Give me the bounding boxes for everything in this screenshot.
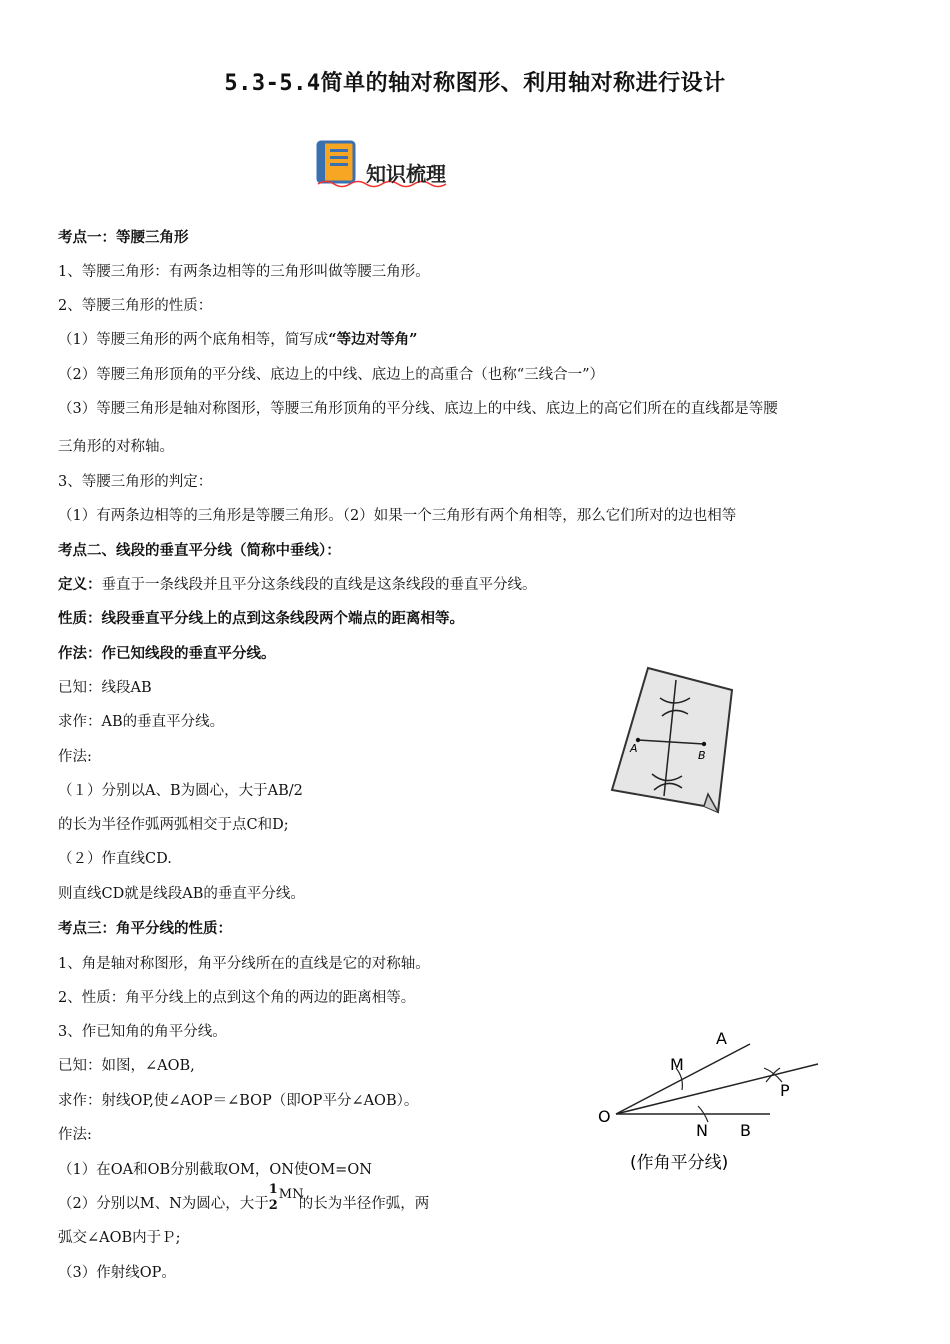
text-line: （１）分别以A、B为圆心，大于AB/2 xyxy=(58,783,303,799)
text-line: 1、等腰三角形：有两条边相等的三角形叫做等腰三角形。 xyxy=(58,264,430,280)
text-line: 求作：射线OP,使∠AOP＝∠BOP（即OP平分∠AOB）。 xyxy=(58,1093,419,1109)
perpendicular-bisector-figure xyxy=(608,662,738,822)
fig-label-a: A xyxy=(716,1029,727,1048)
text-line: 求作：AB的垂直平分线。 xyxy=(58,714,225,730)
frac-denominator: 2 xyxy=(268,1198,278,1213)
section-badge xyxy=(316,140,466,190)
text-line: （3）作射线OP。 xyxy=(58,1265,176,1281)
text-line xyxy=(58,575,537,595)
bold-term: “等边对等角” xyxy=(328,331,418,348)
text-line: （3）等腰三角形是轴对称图形，等腰三角形顶角的平分线、底边上的中线、底边上的高它们所在的直线都是等腰 xyxy=(58,401,778,417)
text-line: 的长为半径作弧两弧相交于点C和D; xyxy=(58,817,289,833)
text-line: 2、等腰三角形的性质： xyxy=(58,298,213,314)
text-line xyxy=(58,1182,430,1214)
heading-perpendicular-bisector: 考点二、线段的垂直平分线（简称中垂线）： xyxy=(58,542,341,559)
text-line: （1）在OA和OB分别截取OM，ON使OM=ON xyxy=(58,1162,372,1178)
text-line: 3、作已知角的角平分线。 xyxy=(58,1024,227,1040)
text-span: 的长为半径作弧，两 xyxy=(298,1196,430,1212)
text-line: 2、性质：角平分线上的点到这个角的两边的距离相等。 xyxy=(58,990,416,1006)
text-line: 作法: xyxy=(58,749,92,765)
def-text: 垂直于一条线段并且平分这条线段的直线是这条线段的垂直平分线。 xyxy=(101,577,537,593)
text-span: （1）等腰三角形的两个底角相等，简写成 xyxy=(58,332,329,348)
text-line: 1、角是轴对称图形，角平分线所在的直线是它的对称轴。 xyxy=(58,956,430,972)
text-span: （2）分别以M、N为圆心，大于 xyxy=(58,1196,269,1212)
text-line: （2）等腰三角形顶角的平分线、底边上的中线、底边上的高重合（也称“三线合一”） xyxy=(58,367,605,383)
text-line: 作法: xyxy=(58,1127,92,1143)
fig-label-m: M xyxy=(670,1055,684,1074)
text-line: 已知：线段AB xyxy=(58,680,152,696)
badge-label: 知识梳理 xyxy=(366,162,446,186)
heading-isosceles: 考点一：等腰三角形 xyxy=(58,229,189,246)
text-line: 弧交∠AOB内于Ｐ; xyxy=(58,1230,181,1246)
text-line: （1）有两条边相等的三角形是等腰三角形。（2）如果一个三角形有两个角相等，那么它们所对的边也相等 xyxy=(58,508,737,524)
def-label: 定义： xyxy=(58,576,102,593)
text-line xyxy=(58,330,417,350)
fig-label-a: A xyxy=(630,742,638,755)
angle-bisector-figure xyxy=(590,1022,830,1182)
fig-label-o: O xyxy=(598,1107,611,1126)
text-line: 已知：如图，∠AOB, xyxy=(58,1058,195,1074)
property-line: 性质：线段垂直平分线上的点到这条线段两个端点的距离相等。 xyxy=(58,610,464,627)
text-line: 三角形的对称轴。 xyxy=(58,439,174,455)
page-title: 5.3-5.4简单的轴对称图形、利用轴对称进行设计 xyxy=(224,71,726,96)
method-line: 作法：作已知线段的垂直平分线。 xyxy=(58,645,276,662)
fig-label-b: B xyxy=(698,749,706,762)
text-line: （２）作直线CD. xyxy=(58,851,172,867)
text-line: 则直线CD就是线段AB的垂直平分线。 xyxy=(58,886,305,902)
fig-label-n: N xyxy=(696,1121,708,1140)
heading-angle-bisector: 考点三：角平分线的性质： xyxy=(58,920,232,937)
frac-numerator: 1 xyxy=(268,1182,278,1197)
frac-mn: MN xyxy=(278,1187,304,1202)
text-line: 3、等腰三角形的判定： xyxy=(58,474,213,490)
fig-label-p: P xyxy=(780,1081,790,1100)
fig-caption: (作角平分线) xyxy=(630,1153,729,1173)
fraction-half-mn xyxy=(268,1182,304,1214)
fig-label-b: B xyxy=(740,1121,751,1140)
